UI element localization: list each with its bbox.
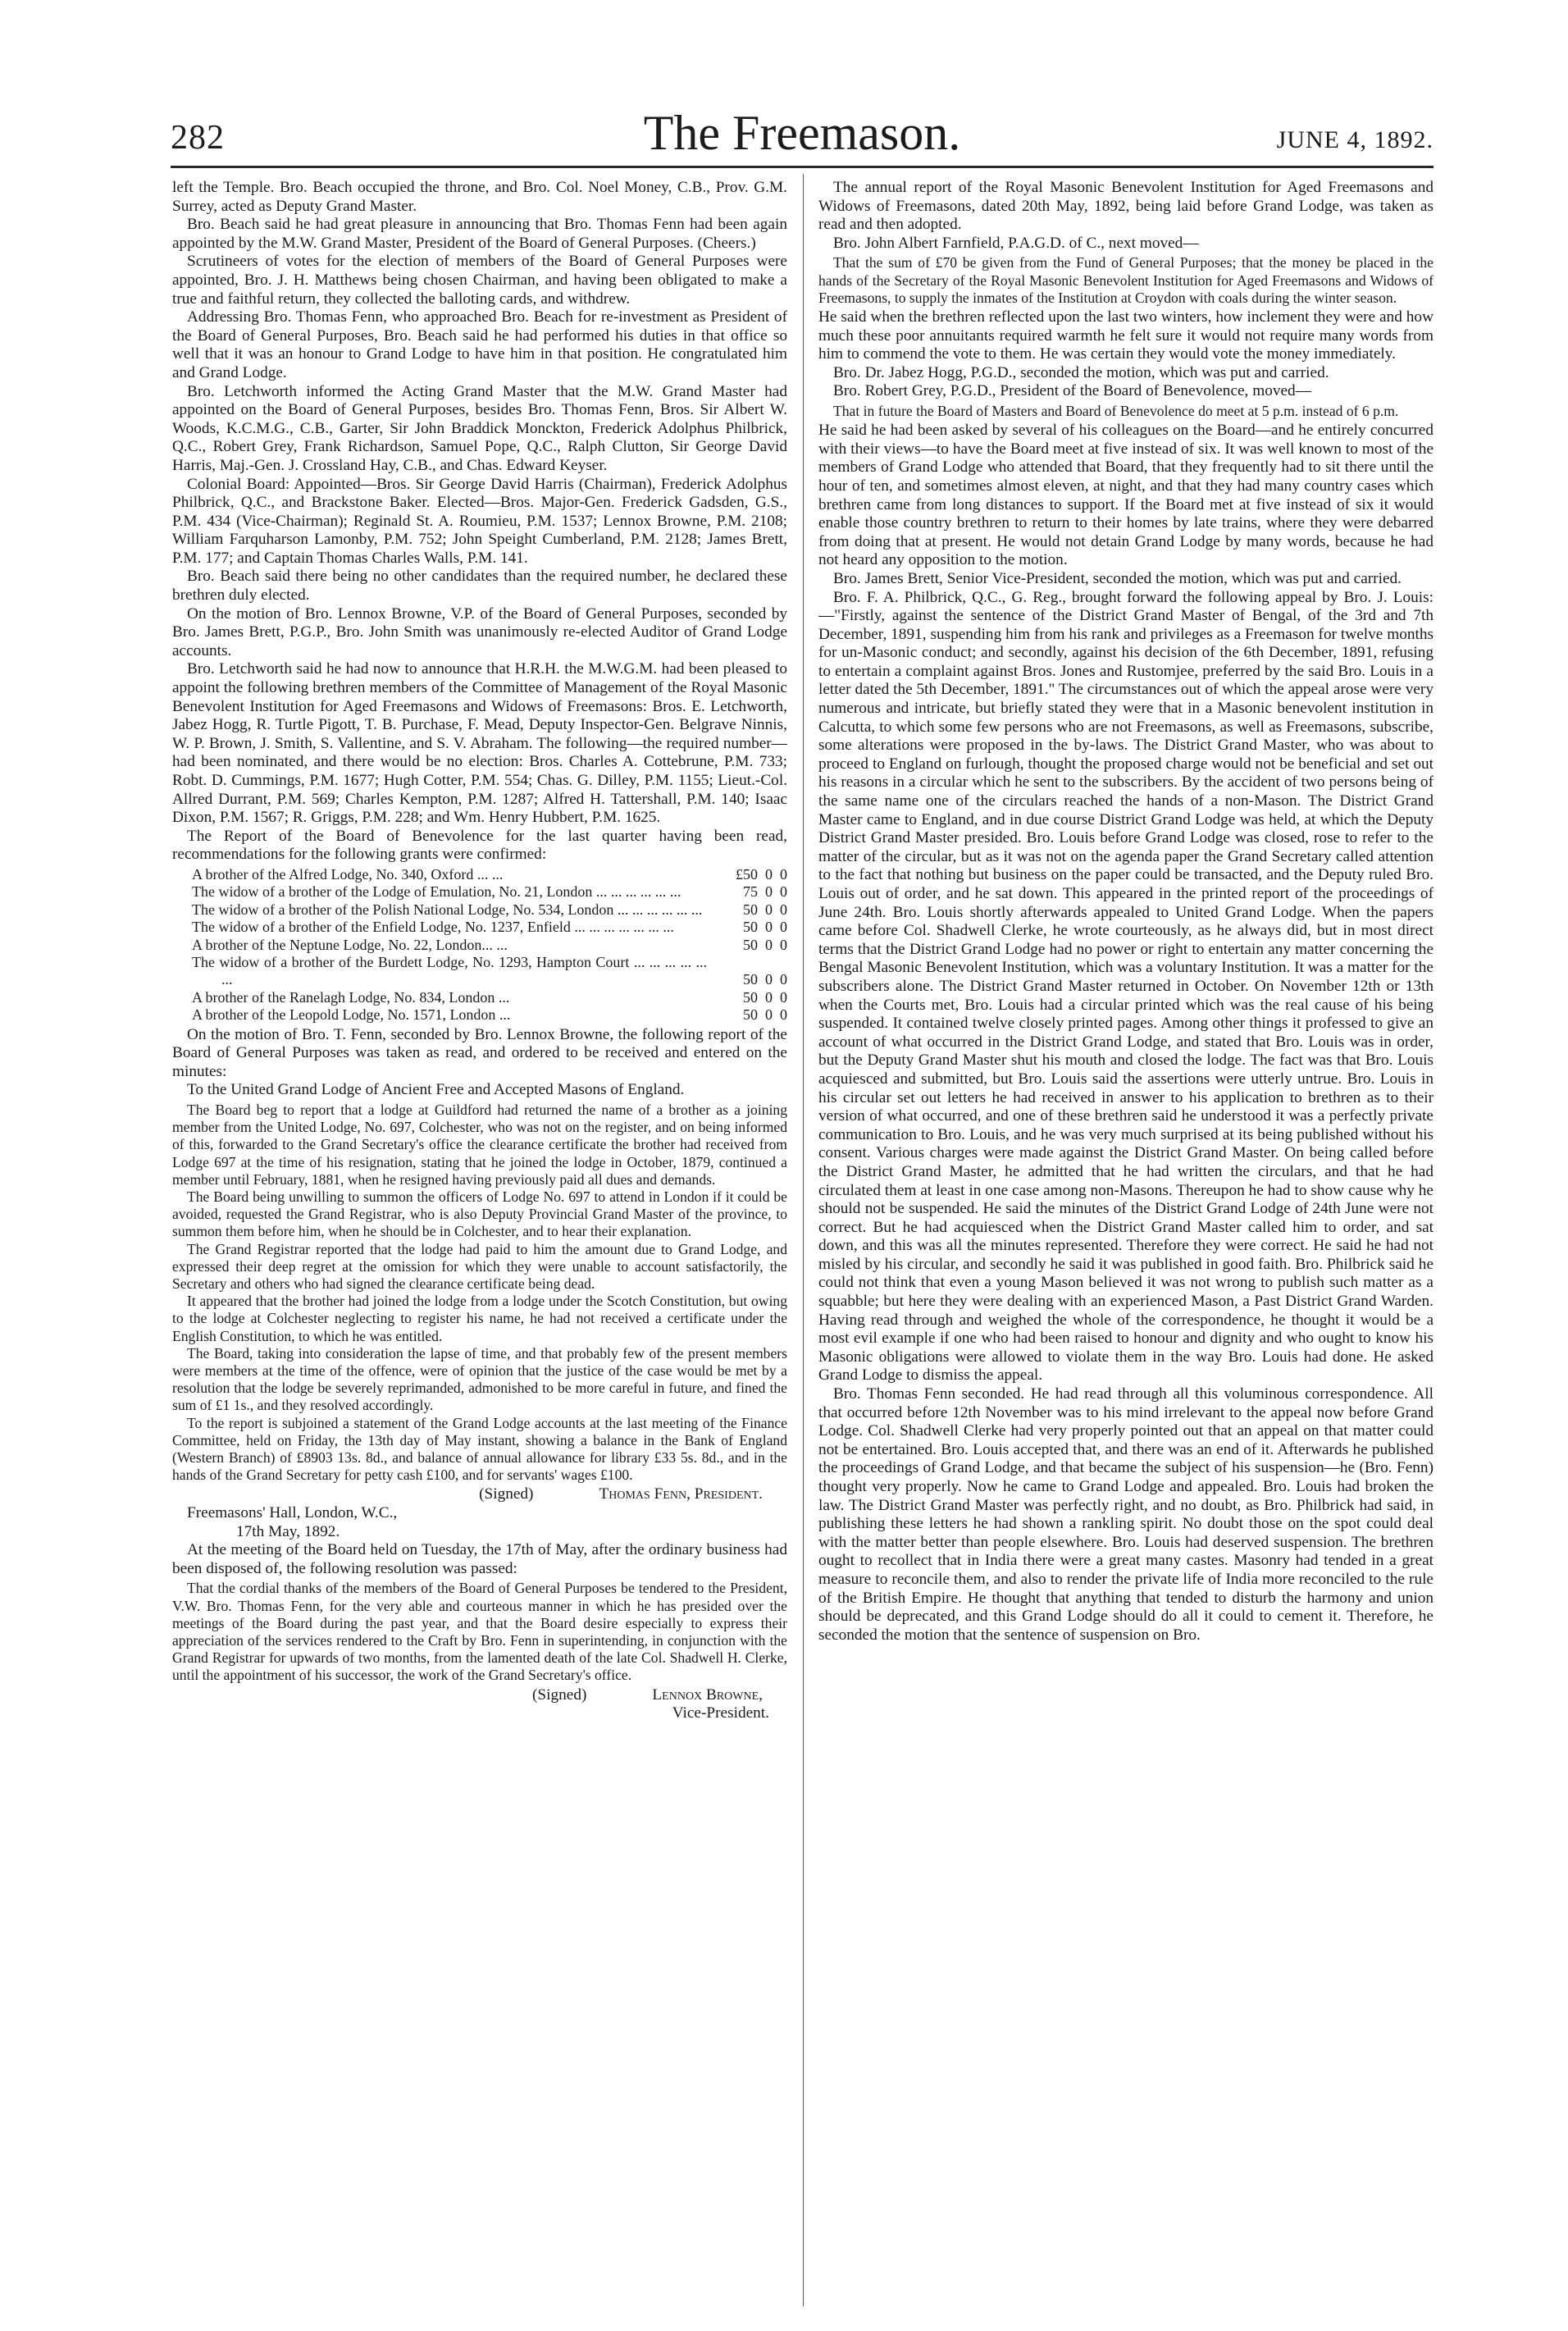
report-paragraph: The Board being unwilling to summon the officers of Lodge No. 697 to attend in London if it could be avoided, requested the Grand Registrar, who is also Deputy Provincial Grand Master of the province, to summon them before him, when he should be in Colchester, and to hear their explanation. xyxy=(172,1188,787,1240)
grant-description: The widow of a brother of the Lodge of Emulation, No. 21, London ... ... ... ... ... ... xyxy=(192,883,681,901)
motion-text xyxy=(818,403,1434,420)
paragraph: He said he had been asked by several of his colleagues on the Board—and he entirely concurred with their views—to have the Board meet at five instead of six. It was well known to most of the members of Grand Lodge who attended that Board, that they frequently had to sit there until the hour of ten, and sometimes almost eleven, at night, and that they had many country cases which brethren came from long distances to support. If the Board met at five instead of six it would enable those country brethren to return to their homes by late trains, where they were debarred from doing that at present. He would not detain Grand Lodge by many words, because he had not heard any opposition to the motion. xyxy=(818,422,1434,569)
paragraph: Addressing Bro. Thomas Fenn, who approached Bro. Beach for re-investment as President of the Board of General Purposes, Bro. Beach said he had performed his duties in that office so well that it was an honour to Grand Lodge to have him in that position. He congratulated him and Grand Lodge. xyxy=(172,308,787,381)
paragraph: left the Temple. Bro. Beach occupied the throne, and Bro. Col. Noel Money, C.B., Prov. G.M. Surrey, acted as Deputy Grand Master. xyxy=(172,179,787,215)
motion-paragraph: That the sum of £70 be given from the Fund of General Purposes; that the money be placed in the hands of the Secretary of the Royal Masonic Benevolent Institution for Aged Freemasons and Widows of Freemasons, to supply the inmates of the Institution at Croydon with coals during the winter season. xyxy=(818,254,1434,306)
paragraph: Bro. James Brett, Senior Vice-President, seconded the motion, which was put and carried. xyxy=(833,569,1402,587)
grant-description: The widow of a brother of the Polish National Lodge, No. 534, London ... ... ... ... ... ... xyxy=(192,901,703,918)
signed-label: (Signed) xyxy=(479,1485,534,1503)
grant-description: A brother of the Neptune Lodge, No. 22, London... ... xyxy=(192,936,508,953)
grant-row xyxy=(192,1006,787,1024)
paragraph: On the motion of Bro. T. Fenn, seconded by Bro. Lennox Browne, the following report of the Board of General Purposes was taken as read, and ordered to be received and entered on the minutes: xyxy=(172,1025,787,1080)
grant-description: The widow of a brother of the Burdett Lodge, No. 1293, Hampton Court ... ... ... ... ... ... xyxy=(192,954,707,988)
grant-row xyxy=(192,901,787,919)
paragraph: Bro. Beach said he had great pleasure in announcing that Bro. Thomas Fenn had been again appointed by the M.W. Grand Master, President of the Board of General Purposes. (Cheers.) xyxy=(172,216,787,252)
grant-row xyxy=(192,937,787,954)
grant-amount: 50 0 0 xyxy=(743,1006,787,1024)
paragraph: Bro. John Albert Farnfield, P.A.G.D. of C., next moved— xyxy=(833,234,1199,252)
paragraph: The Report of the Board of Benevolence for the last quarter having been read, recommendations for the following grants were confirmed: xyxy=(172,827,787,864)
right-column xyxy=(818,179,1434,2311)
left-column xyxy=(172,179,787,2311)
report-paragraph: It appeared that the brother had joined the lodge from a lodge under the Scotch Constitution, but owing to the lodge at Colchester neglecting to register his name, he had not received a certificate under the English Constitution, to which he was entitled. xyxy=(172,1293,787,1344)
paragraph: Bro. Robert Grey, P.G.D., President of the Board of Benevolence, moved— xyxy=(833,382,1311,400)
grant-description: A brother of the Alfred Lodge, No. 340, Oxford ... ... xyxy=(192,865,504,883)
grant-row xyxy=(192,919,787,936)
grant-description: A brother of the Ranelagh Lodge, No. 834, London ... xyxy=(192,988,510,1006)
paragraph: At the meeting of the Board held on Tuesday, the 17th of May, after the ordinary business had been disposed of, the following resolution was passed: xyxy=(172,1541,787,1577)
grant-amount: 50 0 0 xyxy=(743,971,787,988)
paragraph: Bro. Letchworth said he had now to announce that H.R.H. the M.W.G.M. had been pleased to appoint the following brethren members of the Committee of Management of the Royal Masonic Benevolent Institution for Aged Freemasons and Widows of Freemasons: Bros. E. Letchworth, Jabez Hogg, R. Turtle Pigott, T. B. Purchase, F. Mead, Deputy Inspector-Gen. Belgrave Ninnis, W. P. Brown, J. Smith, S. Vallentine, and S. V. Abraham. The following—the required number—had been nominated, and there would be no election: Bros. Charles A. Cottebrune, P.M. 733; Robt. D. Cummings, P.M. 1677; Hugh Cotter, P.M. 554; Chas. G. Dilley, P.M. 1155; Lieut.-Col. Allred Durrant, P.M. 569; Charles Kempton, P.M. 1287; Alfred H. Tattershall, P.M. 140; Isaac Dixon, P.M. 1567; R. Griggs, P.M. 228; and Wm. Henry Hubbert, P.M. 1625. xyxy=(172,660,787,827)
paragraph: Bro. Beach said there being no other candidates than the required number, he declared these brethren duly elected. xyxy=(172,568,787,604)
grant-amount: 50 0 0 xyxy=(743,936,787,953)
resolution-text xyxy=(172,1580,787,1684)
address-line: Freemasons' Hall, London, W.C., xyxy=(187,1504,398,1522)
paragraph: Bro. Thomas Fenn seconded. He had read through all this voluminous correspondence. All that occurred before 12th November was to his mind irrelevant to the appeal now before Grand Lodge. Col. Shadwell Clerke had very properly pointed out that an appeal on that matter could not be entertained. Bro. Louis accepted that, and there was an end of it. Afterwards he published the proceedings of Grand Lodge, and that became the subject of his suspension—he (Bro. Fenn) thought very properly. Now he came to Grand Lodge and appealed. Bro. Louis had broken the law. The District Grand Master was perfectly right, and no doubt, as Bro. Philbrick had said, in publishing these letters he had shown a rankling spirit. No doubt those on the spot could deal with the matter better than people elsewhere. Bro. Louis had deserved suspension. The brethren ought to recollect that in India there were a great many castes. Masonry had tended in a great measure to reconcile them, and also to render the private life of India more reconciled to the rule of the British Empire. He thought that anything that tended to disturb the harmony and union should be deprecated, and this Grand Lodge should do all it could to cement it. Therefore, he seconded the motion that the sentence of suspension on Bro. xyxy=(818,1385,1434,1644)
grant-row xyxy=(192,883,787,901)
address-date: 17th May, 1892. xyxy=(236,1522,340,1540)
page-number: 282 xyxy=(171,119,225,157)
grant-amount: 50 0 0 xyxy=(743,901,787,918)
report-address: To the United Grand Lodge of Ancient Free and Accepted Masons of England. xyxy=(187,1081,685,1099)
grant-row xyxy=(192,989,787,1006)
report-text xyxy=(172,1102,787,1484)
grant-description: A brother of the Leopold Lodge, No. 1571, London ... xyxy=(192,1006,511,1024)
column-divider xyxy=(803,174,804,2306)
grant-amount: £50 0 0 xyxy=(736,865,787,883)
grant-amount: 75 0 0 xyxy=(743,883,787,901)
signatory-title: Vice-President. xyxy=(672,1704,769,1722)
grant-description: The widow of a brother of the Enfield Lodge, No. 1237, Enfield ... ... ... ... ... ... ... xyxy=(192,919,674,936)
paragraph: Scrutineers of votes for the election of members of the Board of General Purposes were appointed, Bro. J. H. Matthews being chosen Chairman, and having been obligated to make a true and faithful return, they collected the balloting cards, and withdrew. xyxy=(172,253,787,308)
motion-paragraph: That in future the Board of Masters and Board of Benevolence do meet at 5 p.m. instead of 6 p.m. xyxy=(833,402,1399,419)
grant-amount: 50 0 0 xyxy=(743,919,787,936)
report-paragraph: The Grand Registrar reported that the lodge had paid to him the amount due to Grand Lodge, and expressed their deep regret at the omission for which they were unable to account satisfactorily, the Secretary and others who had signed the clearance certificate being dead. xyxy=(172,1240,787,1293)
report-paragraph: To the report is subjoined a statement of the Grand Lodge accounts at the last meeting of the Finance Committee, held on Friday, the 13th day of May instant, showing a balance in the Bank of England (Western Branch) of £8903 13s. 8d., and balance of annual allowance for library £33 5s. 8d., and in the hands of the Grand Secretary for petty cash £100, and for servants' wages £100. xyxy=(172,1414,787,1484)
newspaper-title: The Freemason. xyxy=(643,106,961,160)
paragraph: The annual report of the Royal Masonic Benevolent Institution for Aged Freemasons and Widows of Freemasons, dated 20th May, 1892, being laid before Grand Lodge, was taken as read and then adopted. xyxy=(818,179,1434,234)
grants-list xyxy=(192,866,787,1024)
grant-row xyxy=(192,866,787,883)
paragraph: Colonial Board: Appointed—Bros. Sir George David Harris (Chairman), Frederick Adolphus Philbrick, Q.C., and Brackstone Baker. Elected—Bros. Major-Gen. Frederick Gadsden, G.S., P.M. 434 (Vice-Chairman); Reginald St. A. Roumieu, P.M. 1537; Lennox Browne, P.M. 2108; William Farquharson Lamonby, P.M. 752; John Speight Cumberland, P.M. 2128; James Brett, P.M. 177; and Captain Thomas Charles Walls, P.M. 141. xyxy=(172,475,787,567)
paragraph: Bro. Dr. Jabez Hogg, P.G.D., seconded the motion, which was put and carried. xyxy=(833,363,1329,381)
paragraph: Bro. Letchworth informed the Acting Grand Master that the M.W. Grand Master had appointed on the Board of General Purposes, besides Bro. Thomas Fenn, Bros. Sir Albert W. Woods, K.C.M.G., C.B., Garter, Sir John Braddick Monckton, Frederick Adolphus Philbrick, Q.C., Robert Grey, Frank Richardson, Samuel Pope, Q.C., Ralph Clutton, Sir George David Harris, Maj.-Gen. J. Crossland Hay, C.B., and Chas. Edward Keyser. xyxy=(172,382,787,474)
paragraph: Bro. F. A. Philbrick, Q.C., G. Reg., brought forward the following appeal by Bro. J. Louis:—"Firstly, against the sentence of the District Grand Master of Bengal, of the 3rd and 7th December, 1891, suspending him from his rank and privileges as a Freemason for twelve months for un-Masonic conduct; and secondly, against his decision of the 6th December, 1891, refusing to entertain a complaint against Bros. Jones and Rustomjee, preferred by the said Bro. Louis in a letter dated the 5th December, 1891." The circumstances out of which the appeal arose were very numerous and intricate, but briefly stated they were that in a Masonic benevolent institution in Calcutta, to which some few persons who are not Freemasons, as well as Freemasons, subscribe, some alterations were proposed in the by-laws. The District Grand Master, who was about to proceed to England on furlough, thought the proposed charge would not be beneficial and set out his reasons in a circular which he sent to the subscribers. By the accident of two persons being of the same name one of the circulars reached the hands of a non-Mason. The District Grand Master came to England, and in due course District Grand Lodge was held, at which the Deputy District Grand Master presided. Bro. Louis before Grand Lodge was closed, rose to refer to the matter of the circular, but as it was not on the agenda paper the Grand Secretary called attention to the fact that nothing but business on the paper could be transacted, and the Deputy ruled Bro. Louis out of order, and he sat down. This appeared in the printed report of the proceedings of June 24th. Bro. Louis shortly afterwards appealed to United Grand Lodge. When the papers came before Col. Shadwell Clerke, he wrote courteously, as he always did, but in most direct terms that the District Grand Lodge had no power or right to entertain any matter concerning the Bengal Masonic Benevolent Institution, which was a voluntary Institution. It was a matter for the subscribers alone. The District Grand Master returned in October. On November 12th or 13th when the Courts met, Bro. Louis had a circular printed which was the real cause of his being suspended. It contained twelve closely printed pages. Among other things it professed to give an account of what occurred in the District Grand Lodge, and stated that Bro. Louis was in order, but the Deputy Grand Master shut his mouth and closed the lodge. The fact was that Bro. Louis acquiesced and submitted, but Bro. Louis said the assertions were utterly untrue. Bro. Louis in his circular set out letters he had received in answer to his application to brethren as to their version of what occurred, and one of these brethren said he understood it was a perfectly private communication to Bro. Louis, and he was very much surprised at its being published without his consent. Various charges were made against the District Grand Master. On being called before the District Grand Master, he admitted that he had written the circulars, and that he had circulated them at least in one case among non-Masons. Thereupon he had to show cause why he should not be suspended. He said the minutes of the District Grand Lodge of 24th June were not correct. But he had acquiesced when the District Grand Master called him to order, and sat down, and this was all the minutes represented. Therefore they were correct. He said he had not misled by his circular, and secondly he said it was published in good faith. Bro. Philbrick said he could not think that even a young Mason believed it was not wrong to publish such matter as a squabble; but here they were dealing with an experienced Mason, a Past District Grand Warden. Having read through and weighed the whole of the correspondence, he thought it would be a most evil example if one who had been raised to honour and dignity and who ought to know his Masonic obligations were allowed to violate them in the way Bro. Louis had done. He asked Grand Lodge to dismiss the appeal. xyxy=(818,588,1434,1384)
motion-text xyxy=(818,254,1434,307)
issue-date: JUNE 4, 1892. xyxy=(1276,126,1434,153)
masthead-rule xyxy=(171,166,1434,168)
signature-line xyxy=(172,1485,787,1504)
signatory: Lennox Browne, xyxy=(652,1686,763,1704)
grant-row xyxy=(192,954,787,989)
resolution-paragraph: That the cordial thanks of the members of the Board of General Purposes be tendered to the President, V.W. Bro. Thomas Fenn, for the very able and courteous manner in which he has presided over the meetings of the Board during the past year, and that the Board desire especially to express their appreciation of the services rendered to the Craft by Bro. Fenn in superintending, in conjunction with the Grand Registrar for upwards of two months, from the lamented death of the late Col. Shadwell H. Clerke, until the appointment of his successor, the work of the Grand Secretary's office. xyxy=(172,1580,787,1684)
signature-line xyxy=(172,1686,787,1705)
grant-amount: 50 0 0 xyxy=(743,988,787,1006)
report-paragraph: The Board beg to report that a lodge at Guildford had returned the name of a brother as a joining member from the United Lodge, No. 697, Colchester, who was not on the register, and on being informed of this, forwarded to the Grand Secretary's office the clearance certificate the brother had received from Lodge 697 at the time of his resignation, stating that he joined the lodge in October, 1879, continued a member until February, 1881, when he resigned having previously paid all dues and demands. xyxy=(172,1102,787,1188)
masthead xyxy=(171,102,1434,161)
report-paragraph: The Board, taking into consideration the lapse of time, and that probably few of the present members were members at the time of the offence, were of opinion that the justice of the case would be met by a resolution that the lodge be severely reprimanded, admonished to be more careful in future, and fined the sum of £1 1s., and they resolved accordingly. xyxy=(172,1344,787,1414)
signed-label: (Signed) xyxy=(531,1686,587,1704)
paragraph: On the motion of Bro. Lennox Browne, V.P. of the Board of General Purposes, seconded by Bro. James Brett, P.G.P., Bro. John Smith was unanimously re-elected Auditor of Grand Lodge accounts. xyxy=(172,604,787,659)
paragraph: He said when the brethren reflected upon the last two winters, how inclement they were and how much these poor annuitants required warmth he felt sure it would not require many words from him to commend the vote to them. He was certain they would vote the money immediately. xyxy=(818,308,1434,363)
signatory: Thomas Fenn, President. xyxy=(599,1485,763,1503)
